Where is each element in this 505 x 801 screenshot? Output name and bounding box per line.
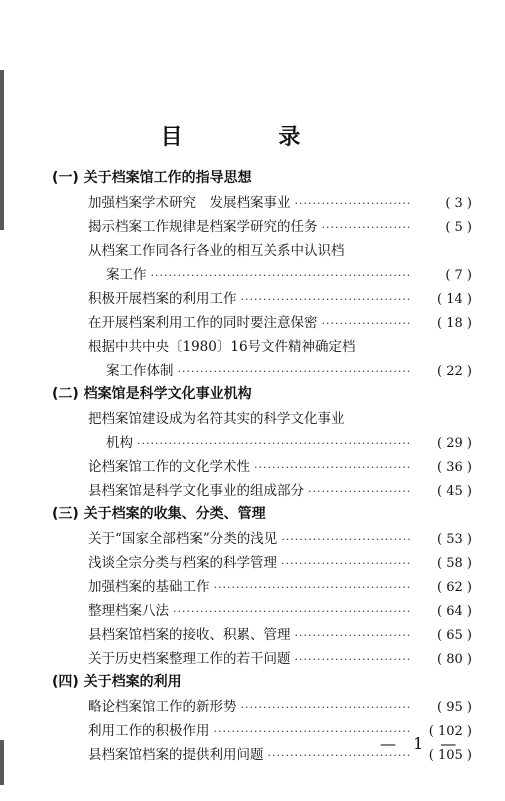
toc-entry-title: 案工作体制: [106, 363, 174, 379]
dot-leader: [281, 528, 410, 552]
dot-leader: [178, 360, 411, 384]
toc-entry[interactable]: [88, 311, 472, 335]
dot-leader: [241, 696, 411, 720]
toc-entry[interactable]: [88, 191, 472, 215]
page-title: 目 录: [160, 125, 345, 150]
toc-entry-line: [88, 455, 472, 479]
toc-entry-title: 揭示档案工作规律是档案学研究的任务: [88, 219, 318, 235]
toc-entry[interactable]: [88, 575, 472, 599]
toc-entry[interactable]: [88, 647, 472, 671]
toc-entry-title: 机构: [106, 435, 133, 451]
toc-page-number: ( 65 ): [437, 628, 472, 643]
toc-entry-title: 县档案馆档案的提供利用问题: [88, 747, 264, 763]
toc-entry-line: [88, 191, 472, 215]
toc-page-number: ( 80 ): [437, 652, 472, 667]
toc-page-number: ( 29 ): [437, 436, 472, 451]
toc-entry[interactable]: [88, 335, 472, 383]
toc-entry-line: [88, 287, 472, 311]
dot-leader: [173, 600, 410, 624]
toc-entry-title: 县档案馆是科学文化事业的组成部分: [88, 483, 304, 499]
toc-entry[interactable]: [88, 623, 472, 647]
dot-leader: [295, 192, 411, 216]
section-heading: (三) 关于档案的收集、分类、管理: [52, 506, 266, 522]
dot-leader: [322, 216, 411, 240]
toc-entry-title: 论档案馆工作的文化学术性: [88, 459, 250, 475]
toc-entry-line: [88, 623, 472, 647]
dot-leader: [308, 480, 410, 504]
toc-entry-title: 从档案工作同各行各业的相互关系中认识档: [88, 243, 345, 259]
toc-entry[interactable]: [88, 599, 472, 623]
toc-page-number: ( 3 ): [445, 196, 472, 211]
toc-entry-title: 关于历史档案整理工作的若干问题: [88, 651, 291, 667]
toc-entry-title: 根据中共中央〔1980〕16号文件精神确定档: [88, 339, 356, 355]
toc-entry-line: [88, 311, 472, 335]
toc-page-number: ( 14 ): [437, 292, 472, 307]
toc-entry-line: [88, 647, 472, 671]
page-number-footer: — 1 —: [380, 734, 463, 753]
toc-page-number: ( 62 ): [437, 580, 472, 595]
dot-leader: [151, 264, 411, 288]
toc-page-number: ( 22 ): [437, 364, 472, 379]
toc-page-number: ( 64 ): [437, 604, 472, 619]
dot-leader: [214, 576, 411, 600]
toc-entry[interactable]: [88, 407, 472, 455]
toc-entry[interactable]: [88, 287, 472, 311]
toc-entry-line: [88, 695, 472, 719]
toc-entry-line: [88, 359, 472, 383]
toc-entry-title: 关于“国家全部档案”分类的浅见: [88, 531, 278, 547]
dot-leader: [322, 312, 411, 336]
toc-entry-line: [88, 599, 472, 623]
toc-page-number: ( 53 ): [437, 532, 472, 547]
toc-entry-line: [88, 431, 472, 455]
toc-page-number: ( 95 ): [437, 700, 472, 715]
scan-edge-mark: [0, 740, 4, 785]
dot-leader: [241, 288, 411, 312]
toc-entry-title: 整理档案八法: [88, 603, 169, 619]
toc-page-number: ( 58 ): [437, 556, 472, 571]
table-of-contents: [52, 167, 472, 767]
toc-entry[interactable]: [88, 215, 472, 239]
section-heading: (二) 档案馆是科学文化事业机构: [52, 386, 252, 402]
toc-entry-line: [88, 527, 472, 551]
toc-entry-title: 略论档案馆工作的新形势: [88, 699, 237, 715]
toc-entry[interactable]: [88, 551, 472, 575]
toc-page-number: ( 105 ): [428, 748, 472, 763]
toc-page-number: ( 45 ): [437, 484, 472, 499]
dot-leader: [281, 552, 410, 576]
dot-leader: [254, 456, 410, 480]
toc-page-number: ( 5 ): [445, 220, 472, 235]
toc-entry-title: 加强档案学术研究 发展档案事业: [88, 195, 291, 211]
toc-entry-title: 利用工作的积极作用: [88, 723, 210, 739]
toc-entry[interactable]: [88, 479, 472, 503]
toc-entry-line: [88, 215, 472, 239]
toc-page-number: ( 36 ): [437, 460, 472, 475]
toc-page-number: ( 18 ): [437, 316, 472, 331]
section-heading: (一) 关于档案馆工作的指导思想: [52, 170, 252, 186]
toc-entry-line: [88, 239, 472, 263]
toc-entry[interactable]: [88, 455, 472, 479]
toc-entry-line: [88, 575, 472, 599]
toc-entry-title: 在开展档案利用工作的同时要注意保密: [88, 315, 318, 331]
toc-entry-title: 浅谈全宗分类与档案的科学管理: [88, 555, 277, 571]
toc-entry-title: 案工作: [106, 267, 147, 283]
dot-leader: [137, 432, 410, 456]
section-heading: (四) 关于档案的利用: [52, 674, 182, 690]
toc-entry-line: [88, 551, 472, 575]
toc-entry-title: 把档案馆建设成为名符其实的科学文化事业: [88, 411, 345, 427]
toc-page-number: ( 102 ): [428, 724, 472, 739]
dot-leader: [295, 648, 411, 672]
toc-entry-title: 积极开展档案的利用工作: [88, 291, 237, 307]
toc-entry[interactable]: [88, 527, 472, 551]
toc-entry-line: [88, 263, 472, 287]
toc-entry[interactable]: [88, 695, 472, 719]
toc-entry-line: [88, 335, 472, 359]
toc-entry-title: 加强档案的基础工作: [88, 579, 210, 595]
toc-entry-line: [88, 407, 472, 431]
toc-entry-line: [88, 479, 472, 503]
toc-entry[interactable]: [88, 239, 472, 287]
dot-leader: [295, 624, 411, 648]
toc-entry-title: 县档案馆档案的接收、积累、管理: [88, 627, 291, 643]
toc-page-number: ( 7 ): [445, 268, 472, 283]
